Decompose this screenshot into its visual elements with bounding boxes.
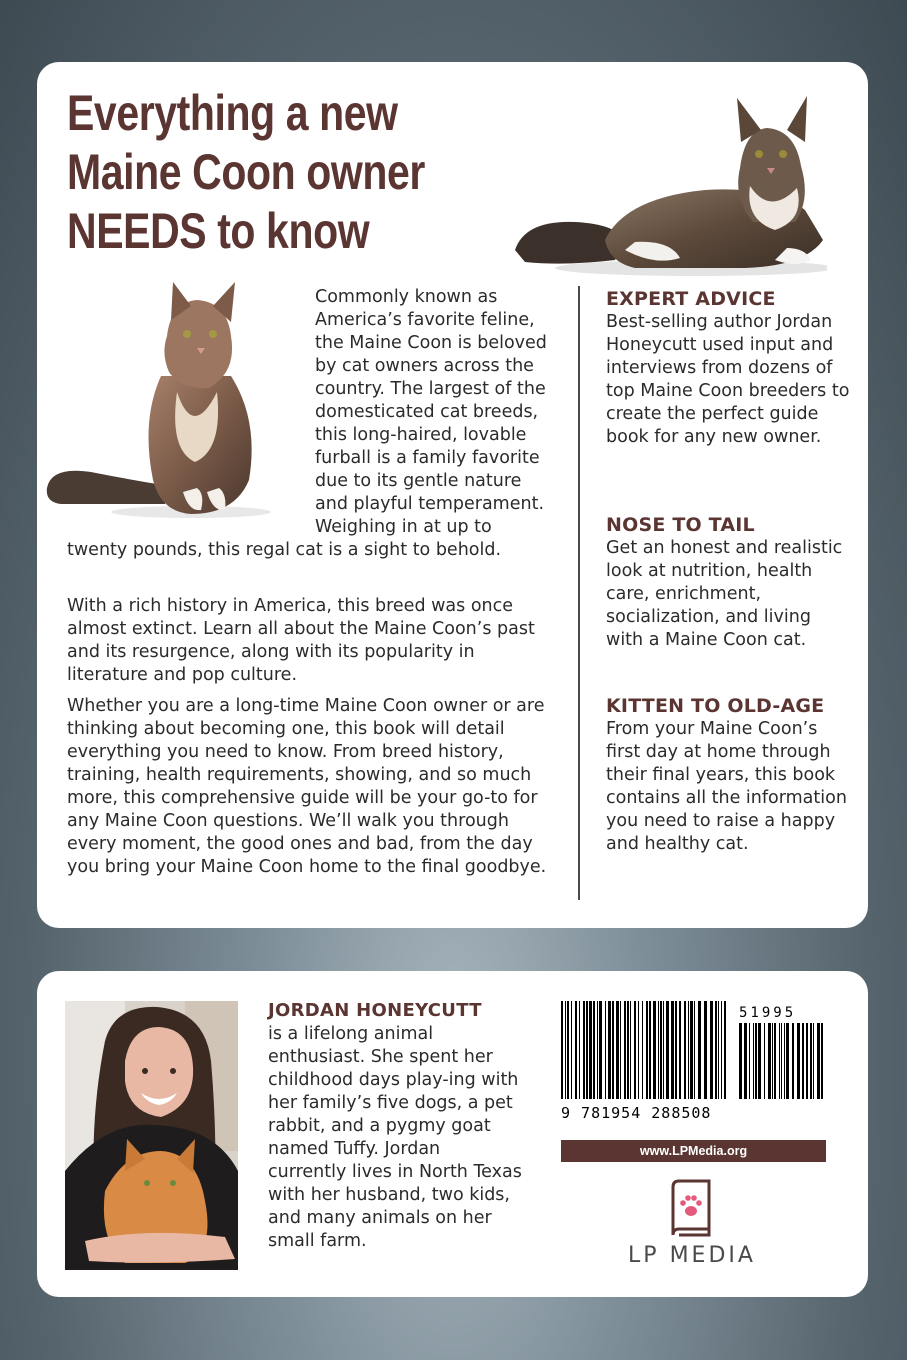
publisher-url[interactable]: www.LPMedia.org (561, 1140, 826, 1162)
image-float-space (67, 286, 315, 529)
section-text: Best-selling author Jordan Honeycutt used input and interviews from dozens of top Maine Coon breeders to create the perfect guide book for any new owner. (606, 312, 850, 447)
section-heading: KITTEN TO OLD-AGE (606, 695, 825, 717)
barcode-bar (688, 1001, 689, 1099)
barcode-bar (561, 1001, 563, 1099)
barcode-bar (583, 1001, 585, 1099)
barcode-bar (605, 1001, 606, 1099)
barcode-bar (721, 1001, 722, 1099)
barcode-bar (612, 1001, 614, 1099)
column-divider (578, 286, 580, 900)
barcode-isbn-digits: 9 781954 288508 (561, 1104, 712, 1121)
barcode-bar (608, 1001, 611, 1099)
barcode-bar (684, 1001, 686, 1099)
history-paragraph: With a rich history in America, this breed was once almost extinct. Learn all about the Maine Coon’s past and its resurgence, along with its popularity in literature and pop culture. (67, 596, 535, 685)
barcode-bar (810, 1023, 812, 1099)
barcode-bar (744, 1023, 747, 1099)
author-panel (37, 971, 868, 1297)
headline (67, 84, 537, 261)
barcode-bar (630, 1001, 631, 1099)
barcode-bar (624, 1001, 626, 1099)
barcode-bar (567, 1001, 569, 1099)
barcode-bar (753, 1023, 754, 1099)
barcode-bar (593, 1001, 595, 1099)
author-bio: is a lifelong animal enthusiast. She spent her childhood days play-ing with her family’s five dogs, a pet rabbit, and a pygmy goat named Tuffy. Jordan currently lives in North Texas with her husband, two kids, and many animals on her small farm. (268, 1024, 522, 1251)
intro-paragraph (67, 286, 557, 562)
headline-line-1: Everything a new (67, 85, 398, 141)
barcode-bar (710, 1001, 713, 1099)
barcode-bar (658, 1001, 659, 1099)
section-heading: NOSE TO TAIL (606, 514, 755, 536)
barcode-bar (768, 1023, 771, 1099)
headline-line-3: NEEDS to know (67, 203, 370, 259)
barcode-bar (671, 1001, 674, 1099)
barcode-bar (797, 1023, 800, 1099)
barcode-bar (806, 1023, 808, 1099)
barcode-bar (772, 1023, 773, 1099)
barcode-bar (764, 1023, 765, 1099)
section-text: From your Maine Coon’s first day at home through their final years, this book contains all the information you need to raise a happy and healthy cat. (606, 719, 847, 854)
barcode-bar (779, 1023, 780, 1099)
barcode-bar (675, 1001, 677, 1099)
author-bio-block (268, 999, 523, 1253)
section-heading: EXPERT ADVICE (606, 288, 776, 310)
barcode-bar (599, 1001, 602, 1099)
barcode-bar (802, 1023, 804, 1099)
barcode-price-code: 51995 (739, 1005, 797, 1021)
barcode-bar (589, 1001, 592, 1099)
barcode-bar (694, 1001, 695, 1099)
barcode-bar (715, 1001, 717, 1099)
guide-paragraph: Whether you are a long-time Maine Coon owner or are thinking about becoming one, this book will detail everything you need to know. From breed history, training, health requirements, showing, and so much more, this comprehensive guide will be your go-to for any Maine Coon questions. We’ll walk you through every moment, the good ones and bad, from the day you bring your Maine Coon home to the final goodbye. (67, 696, 547, 877)
barcode-bar (774, 1023, 776, 1099)
barcode-bar (597, 1001, 598, 1099)
barcode-bar (565, 1001, 566, 1099)
author-name: JORDAN HONEYCUTT (268, 1000, 482, 1021)
barcode-bar (660, 1001, 662, 1099)
barcode-bar (781, 1023, 782, 1099)
barcode-bar (616, 1001, 619, 1099)
barcode-bar (627, 1001, 629, 1099)
barcode-bar (663, 1001, 664, 1099)
barcode-bar (786, 1023, 789, 1099)
barcode-bar (749, 1023, 750, 1099)
barcode-bar (649, 1001, 651, 1099)
barcode-bar (571, 1001, 572, 1099)
barcode-bar (690, 1001, 693, 1099)
barcode-bars (561, 1001, 726, 1099)
back-cover-main-panel (37, 62, 868, 928)
barcode-bar (653, 1001, 656, 1099)
publisher-logo-text: LP MEDIA (628, 1243, 756, 1268)
barcode-bar (638, 1001, 639, 1099)
barcode-bar (755, 1023, 757, 1099)
section-nose-to-tail (606, 513, 851, 652)
barcode-bar (718, 1001, 719, 1099)
section-kitten-to-old-age (606, 694, 851, 856)
lying-maine-coon-image (505, 90, 827, 280)
barcode-addon-bars (739, 1023, 823, 1099)
barcode-bar (698, 1001, 701, 1099)
intro-paragraph-text: Commonly known as America’s favorite feline, the Maine Coon is beloved by cat owners across the country. The largest of the domesticated cat breeds, this long-haired, lovable furball is a family favorite due to its gentle nature and playful temperament. Weighing in at up to twenty pounds, this regal cat is a sight to behold. (67, 287, 547, 560)
author-photo (65, 1001, 238, 1270)
section-expert-advice (606, 287, 851, 449)
barcode-bar (666, 1001, 669, 1099)
section-text: Get an honest and realistic look at nutrition, health care, enrichment, socialization, and living with a Maine Coon cat. (606, 538, 843, 650)
barcode-bar (634, 1001, 636, 1099)
isbn-barcode (561, 1001, 827, 1121)
barcode-bar (646, 1001, 648, 1099)
barcode-bar (724, 1001, 726, 1099)
barcode-bar (817, 1023, 820, 1099)
barcode-bar (679, 1001, 681, 1099)
barcode-bar (579, 1001, 580, 1099)
barcode-bar (821, 1023, 823, 1099)
barcode-bar (792, 1023, 794, 1099)
headline-line-2: Maine Coon owner (67, 144, 425, 200)
barcode-bar (575, 1001, 577, 1099)
barcode-bar (758, 1023, 761, 1099)
book-paw-icon (667, 1179, 715, 1237)
barcode-bar (704, 1001, 707, 1099)
barcode-bar (813, 1023, 814, 1099)
barcode-bar (784, 1023, 785, 1099)
barcode-bar (620, 1001, 621, 1099)
barcode-bar (739, 1023, 742, 1099)
barcode-bar (586, 1001, 588, 1099)
barcode-bar (642, 1001, 643, 1099)
